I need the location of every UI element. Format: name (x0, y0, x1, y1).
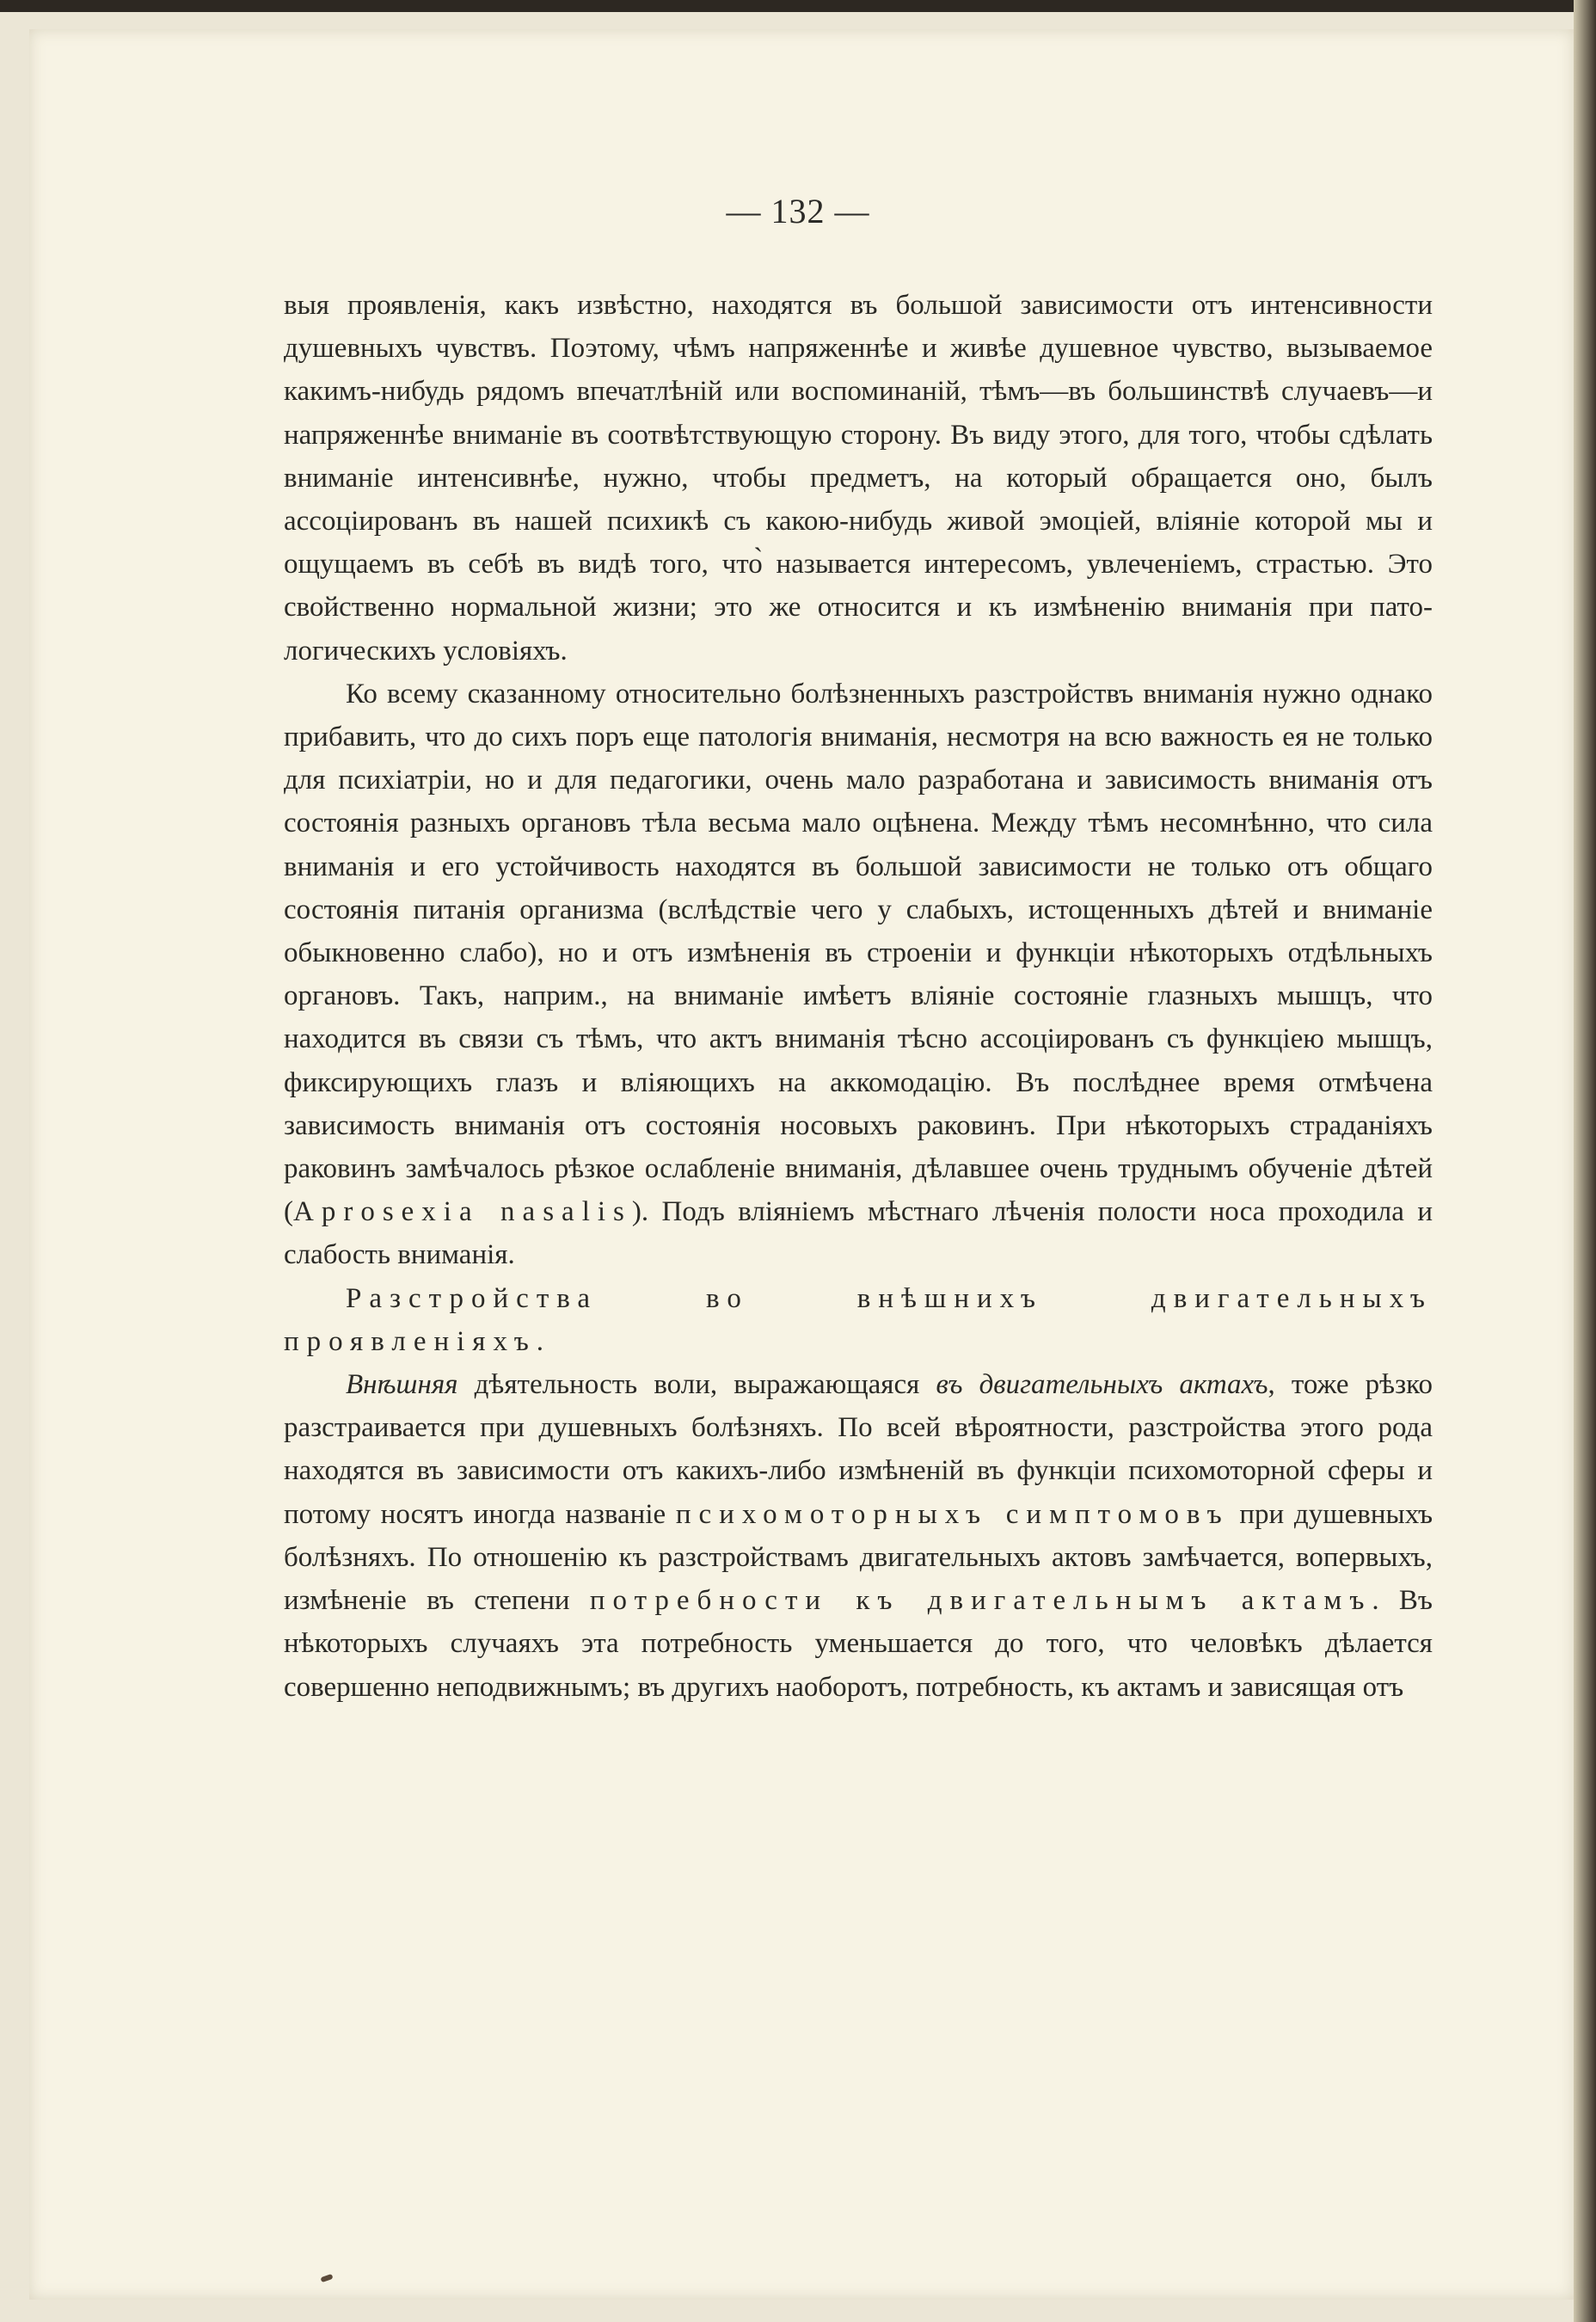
paragraph-attention-intensity: выя проявленія, какъ извѣстно, находятся въ большой зависимости отъ интенсивности душевныхъ чувствъ. Поэтому, чѣмъ напряженнѣе и живѣе душевное чувство, вызываемое какимъ-нибудь рядомъ впечатлѣній или воспоминаній, тѣмъ—въ большинствѣ случаевъ—и напряженнѣе вниманіе въ соотвѣтствующую сторону. Въ виду этого, для того, чтобы сдѣлать вниманіе интенсивнѣе, нужно, чтобы предметъ, на который обращается оно, былъ ассоціированъ въ нашей психикѣ съ какою-нибудь живой эмоціей, вліяніе которой мы и ощущаемъ въ себѣ въ видѣ того, что̀ называется интересомъ, увлеченіемъ, страстью. Это свойственно нормальной жизни; это же относится и къ измѣненію вниманія при патологическихъ условіяхъ. (284, 290, 1433, 666)
paragraph-attention-pathology-text: Ко всему сказанному относительно болѣзненныхъ разстройствъ вниманія нужно однако прибавить, что до сихъ поръ еще патологія вниманія, несмотря на всю важность ея не только для психіатріи, но и для педагогики, очень мало разработана и зависимость вниманія отъ состоянія разныхъ органовъ тѣла весьма мало оцѣнена. Между тѣмъ несомнѣнно, что сила вниманія и его устойчивость находятся въ большой зависимости не только отъ общаго состоянія питанія организма (вслѣдствіе чего у слабыхъ, истощенныхъ дѣтей и вниманіе обыкновенно слабо), но и отъ измѣненія въ строеніи и функціи нѣкоторыхъ отдѣльныхъ органовъ. Такъ, наприм., на вниманіе имѣетъ вліяніе состояніе глазныхъ мышцъ, что находится въ связи съ тѣмъ, что актъ вниманія тѣсно ассоціированъ съ функціею мышцъ, фиксирующихъ глазъ и вліяющихъ на аккомодацію. Въ послѣднее время отмѣчена зависимость вниманія отъ состоянія носовыхъ раковинъ. При нѣкоторыхъ страданіяхъ раковинъ замѣчалось рѣзкое ослабленіе вниманія, дѣлавшее очень труднымъ обученіе дѣтей ( (284, 678, 1433, 1228)
paragraph-motor-disorders-d: . Въ нѣкоторыхъ случаяхъ эта потребность уменьшается до того, что человѣкъ дѣлается совершенно неподвижнымъ; въ другихъ наоборотъ, потребность, къ актамъ и зависящая отъ (284, 1585, 1433, 1703)
motor-acts-need-term: потребности къ двигательнымъ актамъ (589, 1585, 1372, 1617)
italic-motor-acts-term: въ двигательныхъ актахъ (936, 1369, 1268, 1401)
section-heading-motor-disorders: Разстройства во внѣшнихъ двигательныхъ проявленіяхъ. (284, 1282, 1433, 1357)
page-number: — 132 — (726, 192, 870, 230)
main-text (284, 284, 1433, 1709)
aprosexia-term: Aprosexia nasalis (293, 1196, 632, 1228)
right-binding-shadow (1574, 0, 1596, 2322)
italic-external-term: Внѣшняя (346, 1369, 458, 1401)
top-binding-shadow (0, 0, 1596, 12)
paragraph-motor-disorders-c: при душевныхъ болѣзняхъ. По отношенію къ разстройствамъ двигательныхъ актовъ замѣчается, вопервыхъ, измѣненіе въ степени (284, 1498, 1433, 1617)
paragraph-attention-pathology-end: ). Подъ вліяніемъ мѣстнаго лѣченія полости носа проходила и слабость вниманія. (284, 1196, 1433, 1271)
paragraph-attention-pathology (284, 673, 1433, 1277)
psychomotor-symptoms-term: психомоторныхъ симптомовъ (675, 1498, 1230, 1530)
paragraph-motor-disorders-b: , тоже рѣзко разстраивается при душевныхъ болѣзняхъ. По всей вѣроятности, разстройства этого рода находятся въ зависимости отъ какихъ-либо измѣненій въ функціи психомоторной сферы и потому носятъ иногда названіе (284, 1369, 1433, 1530)
paragraph-motor-disorders-a: дѣятельность воли, выражающаяся (457, 1369, 936, 1401)
paragraph-motor-disorders (284, 1363, 1433, 1709)
